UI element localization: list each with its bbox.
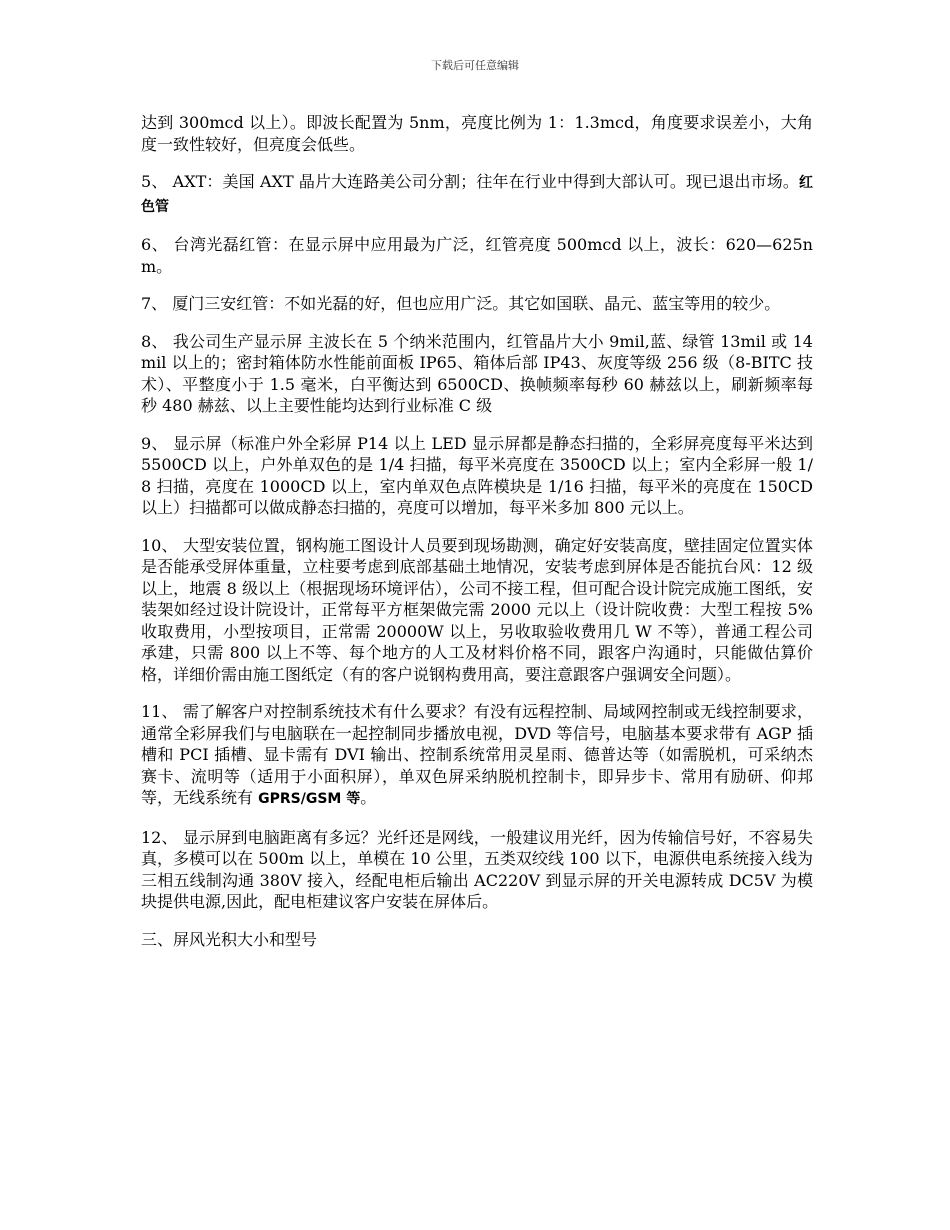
bold-note: 红色管 [141,175,813,215]
bold-note: GPRS/GSM 等 [258,791,361,807]
paragraph-text: 达到 300mcd 以上）。即波长配置为 5nm，亮度比例为 1：1.3mcd，角度要求误差小，大角度一致性较好，但亮度会低些。 [141,113,813,154]
paragraph-text: 8、 我公司生产显示屏 主波长在 5 个纳米范围内，红管晶片大小 9mil,蓝、绿管 13mil 或 14mil 以上的；密封箱体防水性能前面板 IP65、箱体后部 IP43、灰度等级 256 级（8-BITC 技术）、平整度小于 1.5 毫米，白平衡达到 6500CD、换帧频率每秒 60 赫兹以上，刷新频率每秒 480 赫兹、以上主要性能均达到行业标准 C 级 [141,331,813,415]
paragraph-tail: 。 [360,788,377,807]
paragraph-text: 5、 AXT：美国 AXT 晶片大连路美公司分割；往年在行业中得到大部认可。现已退出市场。 [141,172,799,191]
paragraph-text: 7、 厦门三安红管：不如光磊的好，但也应用广泛。其它如国联、晶元、蓝宝等用的较少。 [141,294,781,313]
paragraph-item-6 [141,234,813,277]
paragraph-item-8 [141,331,813,417]
paragraph-continuation [141,112,813,155]
paragraph-item-5 [141,171,813,218]
paragraph-item-7 [141,293,813,315]
section-heading: 三、屏风光积大小和型号 [141,929,318,949]
paragraph-text: 11、 需了解客户对控制系统技术有什么要求？有没有远程控制、局域网控制或无线控制要求，通常全彩屏我们与电脑联在一起控制同步播放电视，DVD 等信号，电脑基本要求带有 AGP 插槽和 PCI 插槽、显卡需有 DVI 输出、控制系统常用灵星雨、德普达等（如需脱机，可采纳杰赛卡、流明等（适用于小面积屏），单双色屏采纳脱机控制卡，即异步卡、常用有励研、仰邦等，无线系统有 [141,702,813,807]
paragraph-text: 10、 大型安装位置，钢构施工图设计人员要到现场勘测，确定好安装高度，壁挂固定位置实体是否能承受屏体重量，立柱要考虑到底部基础土地情况，安装考虑到屏体是否能抗台风：12 级以上，地震 8 级以上（根据现场环境评估），公司不接工程，但可配合设计院完成施工图纸，安装架如经过设计院设计，正常每平方框架做完需 2000 元以上（设计院收费：大型工程按 5%收取费用，小型按项目，正常需 20000W 以上，另收取验收费用几 W 不等），普通工程公司承建，只需 800 以上不等、每个地方的人工及材料价格不同，跟客户沟通时，只能做估算价格，详细价需由施工图纸定（有的客户说钢构费用高，要注意跟客户强调安全问题）。 [141,535,813,684]
paragraph-item-10 [141,535,813,686]
document-body [141,112,813,950]
paragraph-text: 12、 显示屏到电脑距离有多远？光纤还是网线，一般建议用光纤，因为传输信号好，不容易失真，多模可以在 500m 以上，单模在 10 公里，五类双绞线 100 以下，电源供电系统接入线为三相五线制沟通 380V 接入，经配电柜后输出 AC220V 到显示屏的开关电源转成 DC5V 为模块提供电源,因此，配电柜建议客户安装在屏体后。 [141,827,813,911]
paragraph-text: 9、 显示屏（标准户外全彩屏 P14 以上 LED 显示屏都是静态扫描的，全彩屏亮度每平米达到 5500CD 以上，户外单双色的是 1/4 扫描，每平米亮度在 3500CD 以上；室内全彩屏一般 1/8 扫描，亮度在 1000CD 以上，室内单双色点阵模块是 1/16 扫描，每平米的亮度在 150CD 以上）扫描都可以做成静态扫描的，亮度可以增加，每平米多加 800 元以上。 [141,433,813,517]
paragraph-item-9 [141,433,813,519]
paragraph-text: 6、 台湾光磊红管：在显示屏中应用最为广泛，红管亮度 500mcd 以上，波长：620—625nm。 [141,235,813,276]
paragraph-item-11 [141,701,813,811]
paragraph-item-12 [141,827,813,913]
page-header: 下载后可任意编辑 [431,59,519,72]
